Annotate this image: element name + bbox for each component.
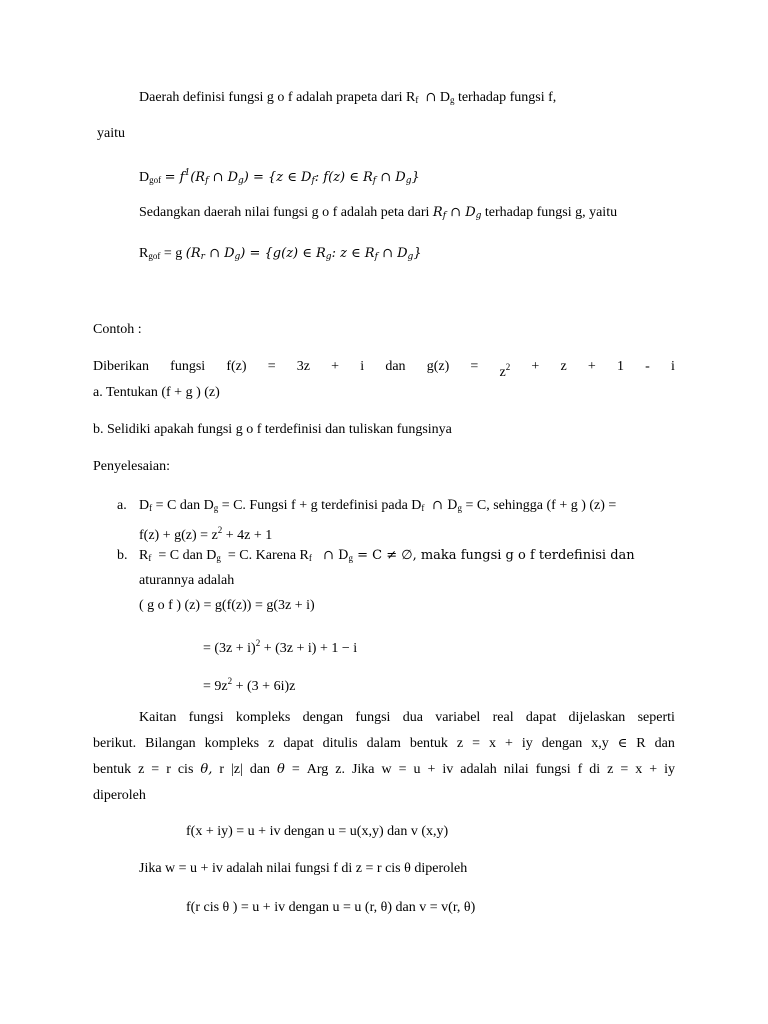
word: z (560, 359, 567, 374)
equation-polar: f(r cis θ ) = u + iv dengan u = u (r, θ) dan v = v(r, θ) (186, 900, 476, 915)
word: i (670, 359, 675, 374)
solution-b-line5 (203, 672, 295, 696)
superscript: 2 (227, 676, 233, 686)
subscript: f (442, 211, 447, 221)
word: i (360, 359, 365, 374)
subscript: f (148, 553, 152, 563)
math-span: ) = {g(z) ∈ R (240, 246, 326, 261)
text-span: R (139, 548, 149, 563)
subscript: f (372, 176, 377, 186)
word: iv (442, 762, 454, 777)
text-span: = (3z + i) (203, 641, 256, 656)
text-span: R (139, 246, 149, 261)
word: z (456, 736, 464, 751)
subscript: gof (148, 251, 161, 261)
subscript: g (234, 252, 241, 262)
word: dapat (525, 710, 557, 725)
word: bentuk (93, 762, 132, 777)
word: dan (249, 762, 271, 777)
word: R (636, 736, 646, 751)
word: = (267, 359, 276, 374)
subscript: g (216, 553, 221, 563)
text-span: = C. Karena R (224, 548, 309, 563)
given-functions-line (93, 358, 675, 382)
question-b: b. Selidiki apakah fungsi g o f terdefinisi dan tuliskan fungsinya (93, 422, 452, 437)
formula-dgof (139, 164, 420, 190)
math-span: ∩ D (376, 170, 406, 185)
word: x (635, 762, 643, 777)
word: + (649, 762, 658, 777)
word: z (499, 365, 506, 380)
superscript: 2 (255, 638, 261, 648)
equation-cartesian: f(x + iy) = u + iv dengan u = u(x,y) dan v (x,y) (186, 824, 449, 839)
subscript: g (475, 211, 482, 221)
math-span: = f (164, 170, 185, 185)
text-span: D (139, 498, 150, 513)
sentence-polar: Jika w = u + iv adalah nilai fungsi f di z = r cis θ diperoleh (139, 861, 468, 876)
word: z. (335, 762, 345, 777)
math-span: R (432, 205, 443, 220)
text-span: Sedangkan daerah nilai fungsi g o f adalah peta dari (139, 205, 433, 220)
solution-b-line2: aturannya adalah (139, 573, 235, 588)
subscript: g (457, 503, 462, 513)
math-span: ∩ D (446, 205, 476, 220)
intersection-symbol: ∩ (425, 90, 437, 105)
subscript: f (205, 176, 209, 186)
math-span: (R (185, 246, 201, 261)
math-span: ∩ D (204, 246, 235, 261)
solution-a-line2 (139, 521, 272, 545)
subscript: g (238, 176, 244, 186)
math-span: (R (190, 170, 206, 185)
subscript: f (311, 176, 315, 186)
superscript: 2 (505, 362, 511, 372)
word: berikut. (93, 736, 137, 751)
word: + (505, 736, 513, 751)
word: = (398, 762, 407, 777)
text-span: = C dan D (152, 498, 214, 513)
word: Arg (306, 762, 329, 777)
word: ∈ (617, 736, 628, 751)
word: dengan (541, 736, 583, 751)
subscript: f (149, 503, 153, 513)
text-span: terhadap fungsi g, yaitu (481, 205, 618, 220)
word: kompleks (235, 710, 291, 725)
word: = (470, 359, 479, 374)
word: = (620, 762, 629, 777)
kaitan-line3 (93, 761, 675, 779)
word: = (291, 762, 300, 777)
word: = (151, 762, 160, 777)
text-span: = 9z (203, 679, 228, 694)
word: dapat (283, 736, 314, 751)
word-yaitu: yaitu (97, 126, 125, 141)
subscript: g (405, 176, 412, 186)
superscript: 1 (184, 168, 191, 178)
math-span: ∩ D (208, 170, 239, 185)
word: Jika (351, 762, 375, 777)
text-span: ∩ D (427, 498, 458, 513)
word: dalam (366, 736, 401, 751)
text-span: Daerah definisi fungsi g o f adalah prapeta dari R (139, 90, 416, 105)
list-marker-a: a. (117, 498, 127, 513)
solution-b-line1 (139, 547, 635, 567)
paragraph-range (139, 204, 617, 225)
list-marker-b: b. (117, 548, 128, 563)
word: fungsi (188, 710, 224, 725)
word: g(z) (426, 359, 450, 374)
word: Diberikan (93, 359, 149, 374)
word-z-squared (500, 358, 511, 382)
subscript: f (308, 553, 312, 563)
subscript: gof (149, 175, 162, 185)
subscript: g (407, 252, 414, 262)
text-span: + 4z + 1 (222, 528, 273, 543)
word: u (413, 762, 421, 777)
subscript: g (213, 503, 219, 513)
math-span: ) = {z ∈ D (243, 170, 312, 185)
word: - (645, 359, 650, 374)
math-span: : f(z) ∈ R (314, 170, 373, 185)
kaitan-line1 (139, 709, 675, 727)
formula-rgof (139, 245, 422, 266)
word: ditulis (322, 736, 358, 751)
solution-b-line4 (203, 634, 357, 658)
word: kompleks (204, 736, 260, 751)
question-a: a. Tentukan (f + g ) (z) (93, 385, 220, 400)
solution-a-line1 (139, 497, 675, 517)
word: Kaitan (139, 710, 177, 725)
text-span: D (439, 90, 450, 105)
word: fungsi (170, 359, 206, 374)
word: f (577, 762, 583, 777)
word: dua (402, 710, 423, 725)
word: + (587, 359, 596, 374)
word: + (531, 359, 540, 374)
word: dan (654, 736, 675, 751)
math-span: } (411, 170, 420, 185)
word: dijelaskan (568, 710, 626, 725)
word: fungsi (535, 762, 571, 777)
math-span: ∩ D (377, 246, 408, 261)
text-span: = C dan D (154, 548, 217, 563)
text-span: terhadap fungsi f, (454, 90, 557, 105)
word: dengan (302, 710, 344, 725)
subscript: g (348, 553, 353, 563)
word: θ (277, 762, 285, 777)
word: + (331, 359, 340, 374)
word: + (427, 762, 436, 777)
word: Bilangan (145, 736, 196, 751)
word: adalah (460, 762, 497, 777)
word: 3z (296, 359, 310, 374)
word: iy (521, 736, 533, 751)
word: x (489, 736, 497, 751)
subscript: f (415, 95, 419, 105)
word: r (166, 762, 171, 777)
text-span: + (3 + 6i)z (232, 679, 296, 694)
kaitan-line2 (93, 735, 675, 753)
word: fungsi (355, 710, 391, 725)
word: iy (664, 762, 675, 777)
subscript: r (200, 252, 205, 262)
word: z (607, 762, 614, 777)
word: |z| (231, 762, 243, 777)
word: w (381, 762, 392, 777)
text-span: ∩ D (318, 548, 349, 563)
solution-b-line3: ( g o f ) (z) = g(f(z)) = g(3z + i) (139, 598, 315, 613)
word: di (589, 762, 601, 777)
text-span: D (139, 170, 150, 185)
text-span: = g (160, 246, 186, 261)
word: cis (177, 762, 194, 777)
word: θ, (200, 762, 213, 777)
text-span: + (3z + i) + 1 − i (260, 641, 358, 656)
word: = (472, 736, 481, 751)
kaitan-line4: diperoleh (93, 788, 146, 803)
subscript: g (449, 95, 455, 105)
word: z (138, 762, 145, 777)
heading-penyelesaian: Penyelesaian: (93, 459, 170, 474)
word: z (268, 736, 275, 751)
word: real (492, 710, 514, 725)
paragraph-domain-definition (139, 89, 556, 109)
word: variabel (435, 710, 481, 725)
text-span: f(z) + g(z) = z (139, 528, 218, 543)
word: x,y (591, 736, 609, 751)
subscript: g (325, 252, 332, 262)
heading-contoh: Contoh : (93, 322, 142, 337)
math-span: } (413, 246, 422, 261)
text-span: = C ≠ ∅, maka fungsi g o f terdefinisi dan (353, 548, 635, 563)
text-span: = C. Fungsi f + g terdefinisi pada D (218, 498, 422, 513)
subscript: f (421, 503, 425, 513)
word: seperti (637, 710, 675, 725)
word: bentuk (409, 736, 448, 751)
word: f(z) (226, 359, 247, 374)
word: dan (385, 359, 406, 374)
math-span: : z ∈ R (331, 246, 375, 261)
subscript: f (374, 252, 378, 262)
word: r (219, 762, 225, 777)
word: 1 (616, 359, 624, 374)
text-span: = C, sehingga (f + g ) (z) = (462, 498, 617, 513)
superscript: 2 (217, 525, 223, 535)
word: nilai (503, 762, 529, 777)
